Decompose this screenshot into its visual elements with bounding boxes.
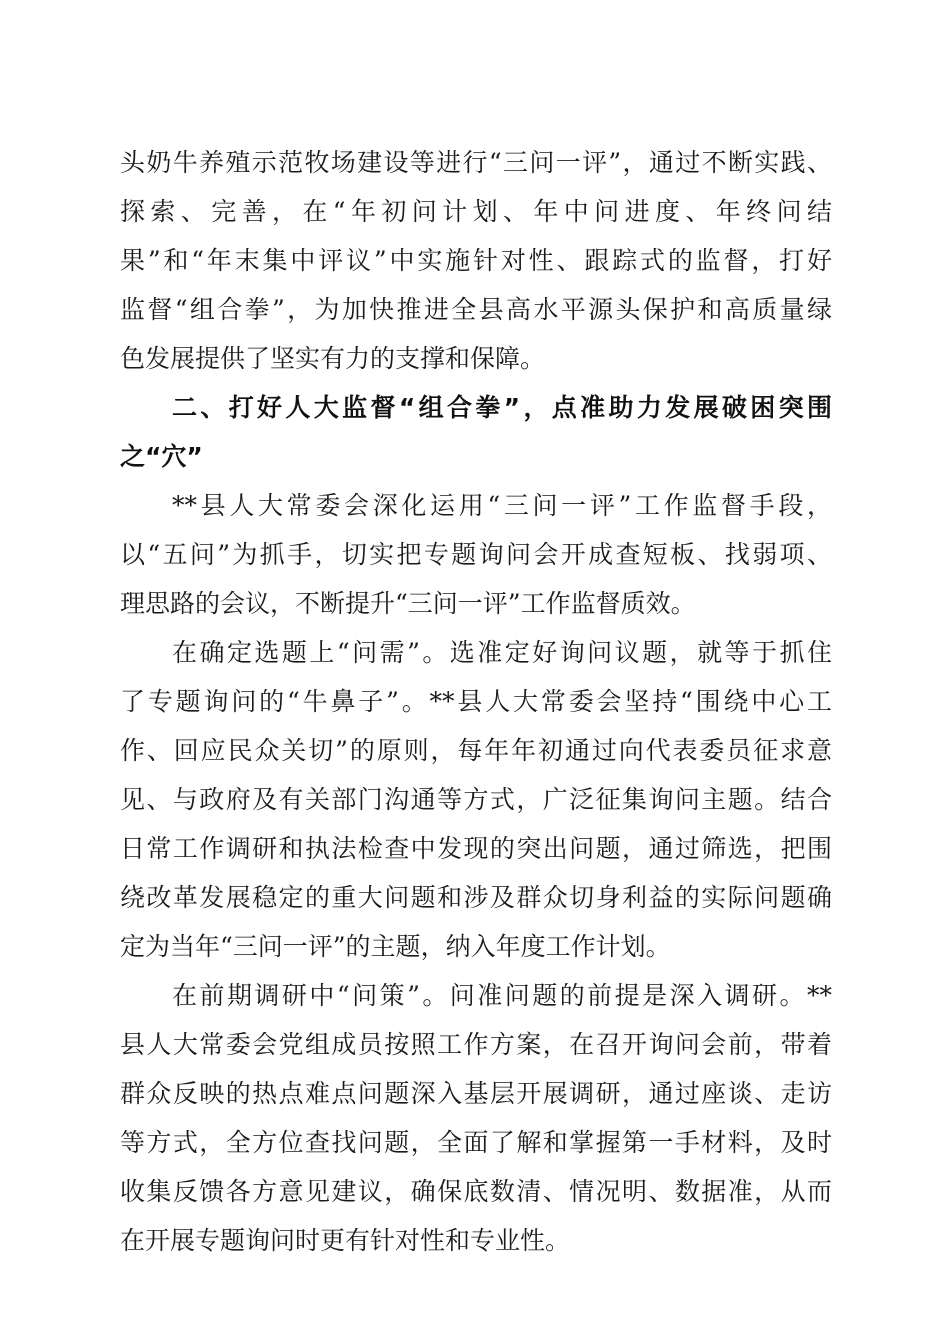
section-heading-line-2: 之“穴” [120, 442, 203, 471]
paragraph-research-line-2: 县人大常委会党组成员按照工作方案，在召开询问会前，带着 [120, 1030, 832, 1059]
paragraph-topic-line-6: 绕改革发展稳定的重大问题和涉及群众切身利益的实际问题确 [120, 883, 832, 912]
paragraph-research-line-5: 收集反馈各方意见建议，确保底数清、情况明、数据准，从而 [120, 1177, 832, 1206]
paragraph-intro-line-3: 理思路的会议，不断提升“三问一评”工作监督质效。 [120, 589, 696, 618]
paragraph-intro-line-1: **县人大常委会深化运用“三问一评”工作监督手段， [172, 491, 832, 520]
paragraph-topic-line-3: 作、回应民众关切”的原则，每年年初通过向代表委员征求意 [120, 736, 832, 765]
paragraph-topic-line-7: 定为当年“三问一评”的主题，纳入年度工作计划。 [120, 932, 671, 961]
paragraph-continuation-line-5: 色发展提供了坚实有力的支撑和保障。 [120, 344, 546, 373]
paragraph-continuation-line-2: 探索、完善，在“年初问计划、年中问进度、年终问结 [120, 197, 832, 226]
section-heading-line-1: 二、打好人大监督“组合拳”，点准助力发展破困突围 [172, 393, 832, 422]
paragraph-topic-line-1: 在确定选题上“问需”。选准定好询问议题，就等于抓住 [172, 638, 832, 667]
paragraph-research-line-3: 群众反映的热点难点问题深入基层开展调研，通过座谈、走访 [120, 1079, 832, 1108]
paragraph-continuation-line-3: 果”和“年末集中评议”中实施针对性、跟踪式的监督，打好 [120, 246, 832, 275]
paragraph-topic-line-2: 了专题询问的“牛鼻子”。**县人大常委会坚持“围绕中心工 [120, 687, 832, 716]
paragraph-continuation-line-4: 监督“组合拳”，为加快推进全县高水平源头保护和高质量绿 [120, 295, 832, 324]
paragraph-research-line-1: 在前期调研中“问策”。问准问题的前提是深入调研。** [172, 981, 832, 1010]
paragraph-intro-line-2: 以“五问”为抓手，切实把专题询问会开成查短板、找弱项、 [120, 540, 832, 569]
paragraph-research-line-4: 等方式，全方位查找问题，全面了解和掌握第一手材料，及时 [120, 1128, 832, 1157]
paragraph-research-line-6: 在开展专题询问时更有针对性和专业性。 [120, 1226, 571, 1255]
paragraph-topic-line-4: 见、与政府及有关部门沟通等方式，广泛征集询问主题。结合 [120, 785, 832, 814]
paragraph-continuation-line-1: 头奶牛养殖示范牧场建设等进行“三问一评”，通过不断实践、 [120, 148, 832, 177]
paragraph-topic-line-5: 日常工作调研和执法检查中发现的突出问题，通过筛选，把围 [120, 834, 832, 863]
